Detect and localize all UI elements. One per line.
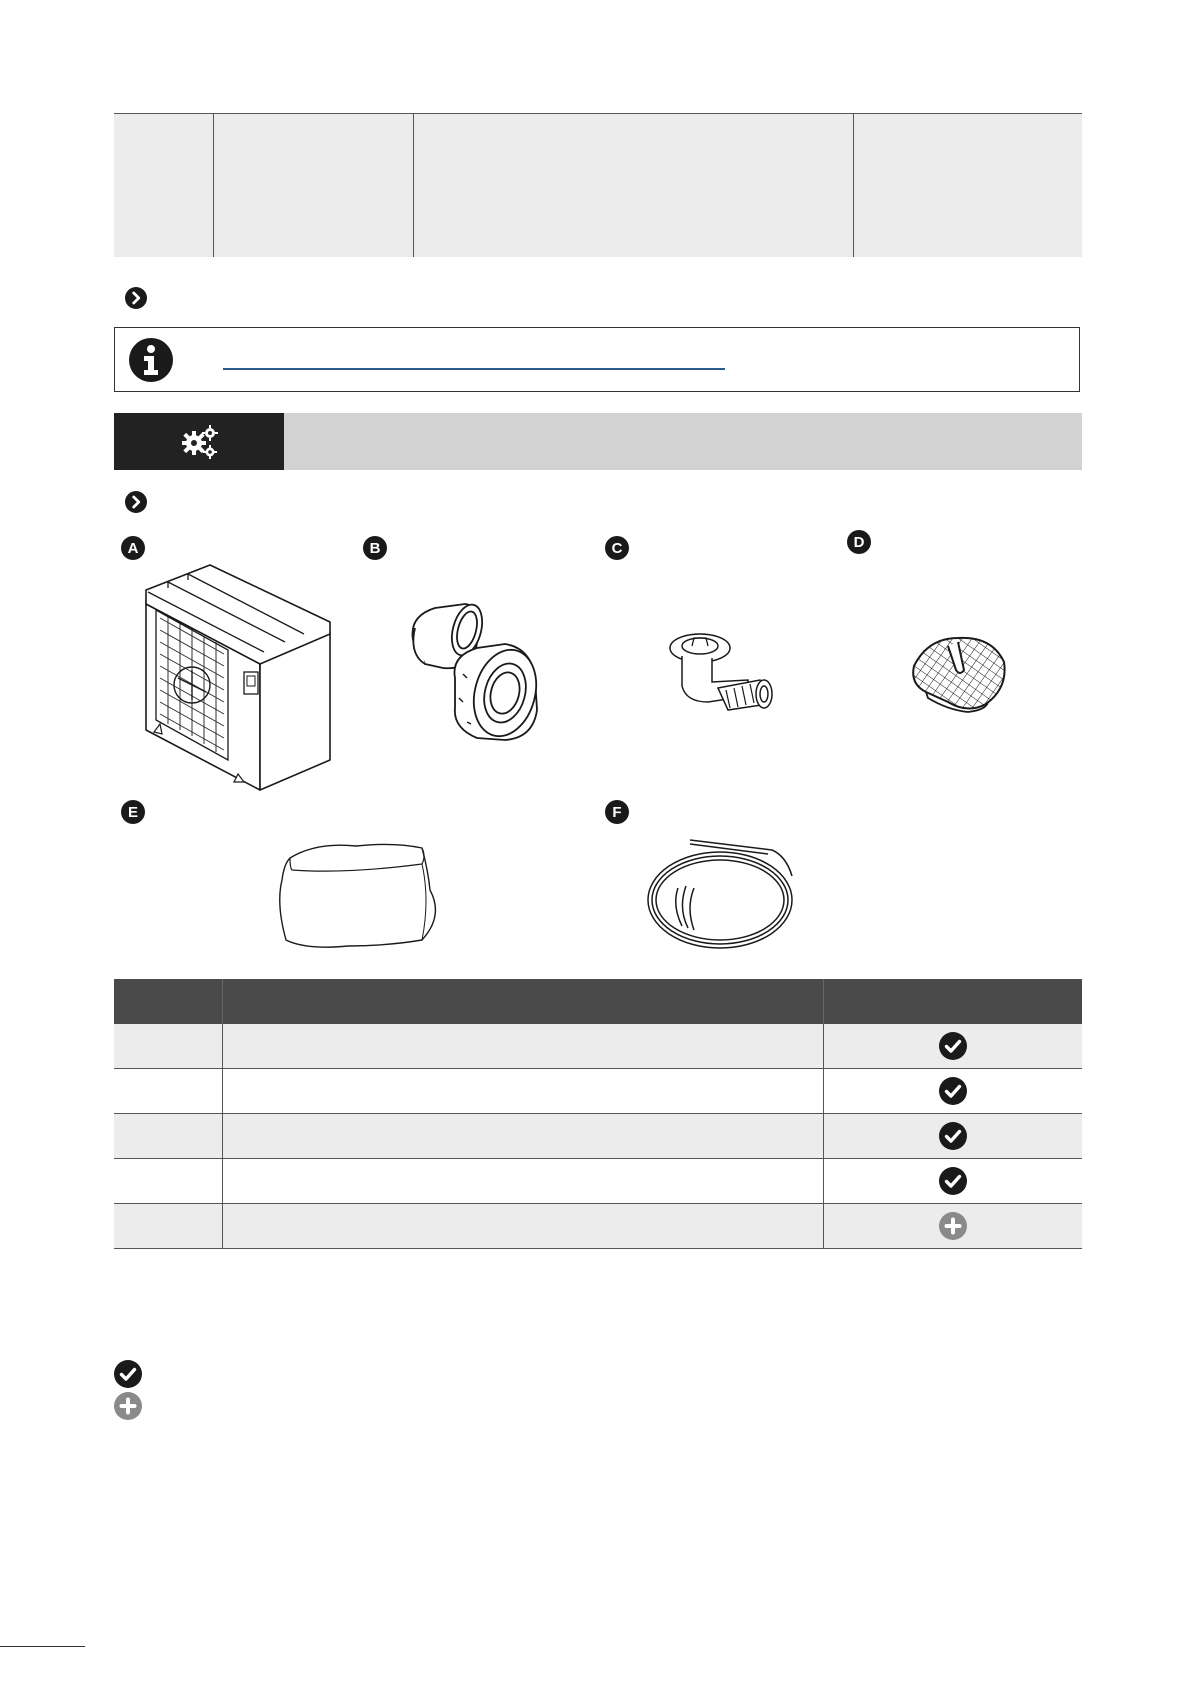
- svg-text:A: A: [127, 540, 139, 557]
- top-table-cell: [114, 114, 214, 257]
- table-row: [114, 1024, 1082, 1069]
- svg-text:C: C: [611, 540, 623, 557]
- section-header-band: [114, 413, 1082, 470]
- check-circle-icon: [939, 1032, 967, 1060]
- info-link-underline[interactable]: [223, 368, 725, 370]
- table-row: [114, 1069, 1082, 1114]
- check-circle-icon: [939, 1122, 967, 1150]
- svg-text:F: F: [612, 804, 622, 821]
- chevron-right-circle-icon: [125, 287, 147, 309]
- header-cell: [223, 979, 824, 1024]
- anti-vibration-pad-illustration: [908, 632, 1010, 716]
- info-note-box: [114, 327, 1080, 392]
- svg-text:D: D: [853, 534, 865, 551]
- winter-cover-illustration: [276, 840, 442, 952]
- heat-pump-unit-illustration: [140, 560, 340, 792]
- plus-circle-icon: [114, 1392, 142, 1420]
- union-fittings-illustration: [405, 598, 555, 748]
- part-label-d: [847, 530, 871, 554]
- coiled-cable-illustration: [642, 836, 798, 956]
- part-label-c: [605, 536, 629, 560]
- section-header-tab: [114, 413, 284, 470]
- header-cell: [114, 979, 223, 1024]
- header-cell: [824, 979, 1083, 1024]
- info-icon: [129, 338, 173, 382]
- footer-rule: [0, 1646, 85, 1647]
- part-label-e: [121, 800, 145, 824]
- table-row: [114, 1114, 1082, 1159]
- svg-text:B: B: [369, 540, 381, 557]
- top-table-cell: [854, 114, 1082, 257]
- top-table-cell: [214, 114, 414, 257]
- plus-circle-icon: [939, 1212, 967, 1240]
- table-row: [114, 1204, 1082, 1249]
- top-spec-table: [114, 113, 1082, 257]
- check-circle-icon: [939, 1167, 967, 1195]
- check-circle-icon: [939, 1077, 967, 1105]
- part-label-b: [363, 536, 387, 560]
- top-table-cell: [414, 114, 854, 257]
- part-label-a: [121, 536, 145, 560]
- gears-icon: [180, 425, 218, 459]
- svg-text:E: E: [127, 804, 139, 821]
- table-row: [114, 1159, 1082, 1204]
- parts-table-header: [114, 979, 1082, 1024]
- chevron-right-circle-icon: [125, 491, 147, 513]
- part-label-f: [605, 800, 629, 824]
- check-circle-icon: [114, 1360, 142, 1388]
- parts-table: [114, 979, 1082, 1249]
- drain-elbow-illustration: [668, 630, 778, 726]
